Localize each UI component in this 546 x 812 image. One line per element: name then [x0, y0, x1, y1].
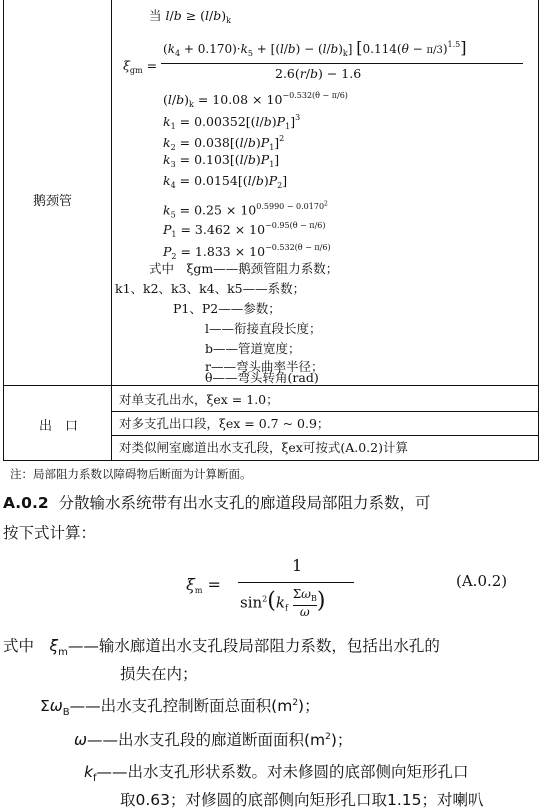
definition-k: k1、k2、k3、k4、k5——系数； — [115, 281, 306, 296]
section-text-1: 分散输水系统带有出水支孔的廊道段局部阻力系数，可 — [58, 494, 431, 512]
definition-b: b——管道宽度； — [205, 341, 301, 356]
outlet-divider-2 — [112, 435, 538, 436]
formula-p2: $P_2 = 1.833 \times 10^{-0.532(\theta - \pi/6)}$ — [163, 243, 331, 261]
formula-k4: $k_4 = 0.0154[(l/b)P_2]$ — [163, 173, 288, 190]
outlet-multi: 对多支孔出口段，ξex = 0.7 ~ 0.9； — [119, 416, 330, 431]
section-paragraph-line2: 按下式计算： — [3, 524, 97, 542]
definition-xi-gm: 式中 ξgm——鹅颈管阻力系数； — [149, 261, 339, 276]
formula-k2: $k_2 = 0.038[(l/b)P_1]^2$ — [163, 134, 285, 152]
definition-theta: θ——弯头转角(rad) — [205, 370, 319, 385]
outlet-single: 对单支孔出水，ξex = 1.0； — [119, 392, 279, 407]
row-label-outlet: 出 口 — [39, 419, 79, 434]
definition-r: r——弯头曲率半径； — [205, 359, 324, 374]
equation-number: (A.0.2) — [456, 572, 508, 590]
table-column-divider — [111, 0, 112, 461]
equation-lhs: $\xi_m$ = — [186, 575, 221, 595]
xi-gm-numerator: $(k_4 + 0.170)\cdot k_5 + [(l/b) - (l/b)_k] [0.114(\theta - \pi/3)^{1.5}]$ — [163, 38, 467, 58]
table-left-border — [3, 0, 4, 461]
xi-gm-denominator: 2.6(r/b) − 1.6 — [275, 66, 362, 81]
section-number: A.0.2 — [3, 494, 49, 512]
equation-denominator: $\sin^2(k_f$ $\Sigma\omega_B$ ω ) — [240, 587, 326, 619]
definition-l: l——衔接直段长度； — [205, 321, 322, 336]
xi-gm-lhs: $\xi_{gm}$ = — [123, 58, 158, 75]
formula-lb-k: $(l/b)_k = 10.08 \times 10^{-0.532(\theta - \pi/6)}$ — [163, 91, 348, 109]
definition-xi-m-cont: 损失在内； — [120, 665, 198, 683]
equation-numerator: 1 — [292, 556, 303, 575]
definition-omega: ω——出水支孔段的廊道断面面积$(m^2)$； — [74, 731, 353, 749]
condition-text: 当 $l/b \ge (l/b)_k$ — [149, 8, 232, 25]
definition-kf: $k_f——$出水支孔形状系数。对未修圆的底部侧向矩形孔口 — [84, 763, 469, 785]
table-note: 注：局部阻力系数以障碍物后断面为计算断面。 — [10, 467, 252, 481]
resistance-table — [3, 0, 539, 461]
equation-fraction-bar — [238, 582, 354, 583]
definition-xi-m: 式中 $\xi_m——$输水廊道出水支孔段局部阻力系数，包括出水孔的 — [3, 637, 440, 659]
row-label-gooseneck: 鹅颈管 — [33, 194, 73, 209]
definition-p: P1、P2——参数； — [173, 301, 281, 316]
definition-kf-cont: 取0.63；对修圆的底部侧向矩形孔口取1.15；对喇叭 — [120, 791, 484, 809]
outlet-similar: 对类似闸室廊道出水支孔段，ξex可按式(A.0.2)计算 — [119, 440, 408, 455]
formula-k5: $k_5 = 0.25 \times 10^{0.5990 - 0.0170^2}$ — [163, 200, 328, 220]
outlet-divider-1 — [112, 411, 538, 412]
table-bottom-border — [3, 460, 539, 461]
formula-k3: $k_3 = 0.103[(l/b)P_1]$ — [163, 152, 280, 169]
formula-p1: $P_1 = 3.462 \times 10^{-0.95(\theta - \pi/6)}$ — [163, 221, 326, 239]
formula-k1: $k_1 = 0.00352[(l/b)P_1]^3$ — [163, 113, 301, 131]
section-paragraph-line1 — [3, 488, 431, 518]
definition-sum-omega: $\Sigma\omega_B——$出水支孔控制断面总面积$(m^2)$； — [40, 697, 320, 719]
table-right-border — [538, 0, 539, 461]
xi-gm-fraction-bar — [161, 63, 523, 64]
